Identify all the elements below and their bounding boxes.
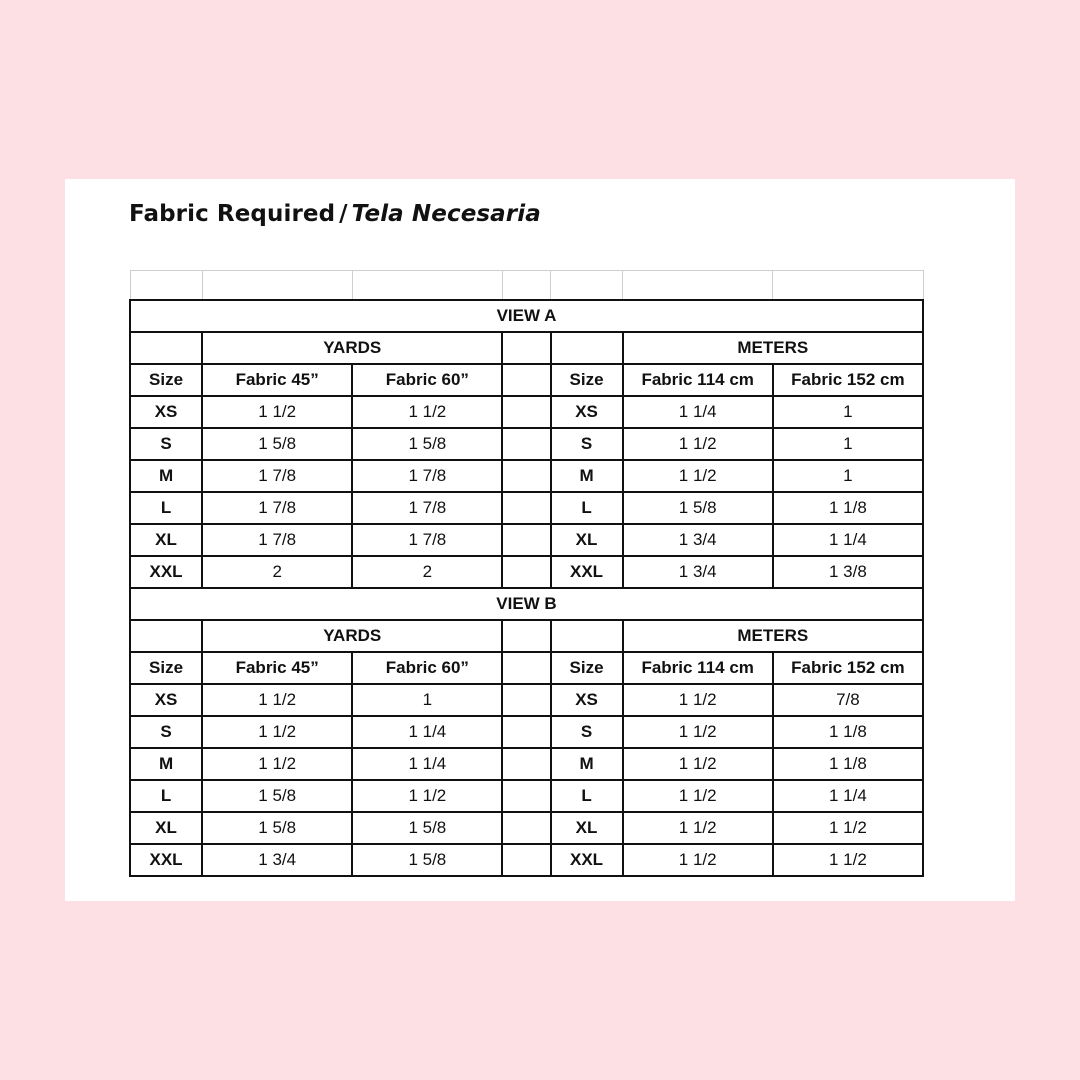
- table-row: [130, 524, 923, 556]
- table-cell: 1 1/2: [623, 684, 773, 716]
- table-cell: 2: [202, 556, 352, 588]
- column-header: Size: [551, 364, 623, 396]
- size-cell: XXL: [130, 556, 202, 588]
- table-cell: 1 1/4: [352, 748, 502, 780]
- table-row: [130, 780, 923, 812]
- title-italic: Tela Necesaria: [351, 201, 541, 227]
- table-cell: 1 1/2: [202, 684, 352, 716]
- table-cell: 1 5/8: [352, 812, 502, 844]
- view-title-row: [130, 300, 923, 332]
- table-cell: 1 1/2: [623, 428, 773, 460]
- column-header: Size: [130, 364, 202, 396]
- empty-cell: [352, 271, 502, 301]
- table-cell: 1 1/2: [773, 844, 923, 876]
- size-cell: XS: [551, 684, 623, 716]
- table-row: [130, 748, 923, 780]
- column-header-row: [130, 652, 923, 684]
- table-cell: 1 1/2: [623, 812, 773, 844]
- table-cell: 1 1/8: [773, 748, 923, 780]
- table-cell: 1 1/2: [202, 396, 352, 428]
- empty-cell: [502, 271, 550, 301]
- size-cell: XXL: [551, 844, 623, 876]
- table-cell: 1: [773, 396, 923, 428]
- empty-cell: [502, 844, 550, 876]
- empty-cell: [502, 524, 550, 556]
- size-cell: XS: [130, 396, 202, 428]
- table-cell: 1: [773, 460, 923, 492]
- size-cell: XS: [130, 684, 202, 716]
- column-header: Fabric 45”: [202, 652, 352, 684]
- table-cell: 1 3/4: [623, 524, 773, 556]
- size-cell: XXL: [551, 556, 623, 588]
- empty-header-row: [130, 271, 923, 301]
- empty-cell: [502, 780, 550, 812]
- table-cell: 1 5/8: [202, 780, 352, 812]
- table-cell: 1 1/4: [773, 780, 923, 812]
- empty-cell: [623, 271, 773, 301]
- size-cell: L: [551, 780, 623, 812]
- column-header: Fabric 152 cm: [773, 652, 923, 684]
- table-cell: 1: [352, 684, 502, 716]
- column-header: Size: [130, 652, 202, 684]
- table-cell: 1 7/8: [202, 460, 352, 492]
- size-cell: L: [551, 492, 623, 524]
- size-cell: XL: [551, 812, 623, 844]
- column-header-row: [130, 364, 923, 396]
- table-cell: 1: [773, 428, 923, 460]
- empty-cell: [551, 332, 623, 364]
- empty-cell: [502, 460, 550, 492]
- table-cell: 7/8: [773, 684, 923, 716]
- table-cell: 1 1/4: [352, 716, 502, 748]
- table-cell: 1 1/2: [202, 716, 352, 748]
- size-cell: M: [130, 748, 202, 780]
- table-cell: 1 1/2: [623, 716, 773, 748]
- fabric-table: [129, 270, 924, 877]
- column-header: Fabric 45”: [202, 364, 352, 396]
- meters-group-label: METERS: [623, 332, 923, 364]
- table-cell: 1 1/8: [773, 716, 923, 748]
- table-cell: 1 5/8: [202, 812, 352, 844]
- table-cell: 1 3/4: [623, 556, 773, 588]
- table-cell: 1 7/8: [352, 524, 502, 556]
- empty-cell: [502, 652, 550, 684]
- view-title: VIEW B: [130, 588, 923, 620]
- column-header: Fabric 114 cm: [623, 652, 773, 684]
- table-cell: 1 1/2: [352, 396, 502, 428]
- table-cell: 1 7/8: [202, 524, 352, 556]
- size-cell: XL: [130, 524, 202, 556]
- empty-cell: [130, 620, 202, 652]
- table-row: [130, 492, 923, 524]
- empty-cell: [502, 396, 550, 428]
- table-cell: 1 7/8: [202, 492, 352, 524]
- empty-cell: [502, 492, 550, 524]
- table-cell: 1 1/4: [773, 524, 923, 556]
- table-cell: 1 7/8: [352, 460, 502, 492]
- empty-cell: [551, 271, 623, 301]
- empty-cell: [502, 556, 550, 588]
- yards-group-label: YARDS: [202, 620, 502, 652]
- empty-cell: [502, 332, 550, 364]
- table-row: [130, 428, 923, 460]
- size-cell: L: [130, 492, 202, 524]
- column-header: Fabric 60”: [352, 364, 502, 396]
- size-cell: S: [130, 716, 202, 748]
- table-row: [130, 844, 923, 876]
- column-header: Fabric 152 cm: [773, 364, 923, 396]
- table-cell: 1 3/8: [773, 556, 923, 588]
- table-cell: 1 1/2: [623, 780, 773, 812]
- empty-cell: [502, 684, 550, 716]
- empty-cell: [502, 620, 550, 652]
- table-cell: 2: [352, 556, 502, 588]
- table-row: [130, 684, 923, 716]
- empty-cell: [502, 364, 550, 396]
- column-header: Fabric 60”: [352, 652, 502, 684]
- empty-cell: [551, 620, 623, 652]
- size-cell: XXL: [130, 844, 202, 876]
- meters-group-label: METERS: [623, 620, 923, 652]
- empty-cell: [502, 748, 550, 780]
- table-cell: 1 5/8: [202, 428, 352, 460]
- size-cell: M: [130, 460, 202, 492]
- size-cell: XS: [551, 396, 623, 428]
- view-title-row: [130, 588, 923, 620]
- unit-group-row: [130, 620, 923, 652]
- table-row: [130, 812, 923, 844]
- table-cell: 1 1/2: [352, 780, 502, 812]
- table-cell: 1 7/8: [352, 492, 502, 524]
- table-cell: 1 3/4: [202, 844, 352, 876]
- empty-cell: [130, 332, 202, 364]
- empty-cell: [502, 716, 550, 748]
- table-cell: 1 1/2: [623, 460, 773, 492]
- table-cell: 1 1/8: [773, 492, 923, 524]
- size-cell: S: [551, 716, 623, 748]
- size-cell: M: [551, 748, 623, 780]
- size-cell: XL: [130, 812, 202, 844]
- table-cell: 1 1/2: [773, 812, 923, 844]
- table-cell: 1 5/8: [623, 492, 773, 524]
- table-row: [130, 460, 923, 492]
- fabric-card: [65, 179, 1015, 901]
- title-main: Fabric Required: [129, 201, 336, 227]
- size-cell: S: [551, 428, 623, 460]
- size-cell: XL: [551, 524, 623, 556]
- empty-cell: [202, 271, 352, 301]
- table-cell: 1 1/2: [623, 748, 773, 780]
- empty-cell: [502, 428, 550, 460]
- table-row: [130, 396, 923, 428]
- size-cell: M: [551, 460, 623, 492]
- yards-group-label: YARDS: [202, 332, 502, 364]
- view-title: VIEW A: [130, 300, 923, 332]
- table-row: [130, 556, 923, 588]
- column-header: Size: [551, 652, 623, 684]
- size-cell: S: [130, 428, 202, 460]
- empty-cell: [130, 271, 202, 301]
- unit-group-row: [130, 332, 923, 364]
- table-cell: 1 5/8: [352, 428, 502, 460]
- empty-cell: [773, 271, 923, 301]
- column-header: Fabric 114 cm: [623, 364, 773, 396]
- page-title: [129, 201, 541, 227]
- table-cell: 1 1/2: [202, 748, 352, 780]
- empty-cell: [502, 812, 550, 844]
- table-cell: 1 5/8: [352, 844, 502, 876]
- table-row: [130, 716, 923, 748]
- table-cell: 1 1/4: [623, 396, 773, 428]
- table-cell: 1 1/2: [623, 844, 773, 876]
- size-cell: L: [130, 780, 202, 812]
- title-separator: /: [339, 201, 348, 227]
